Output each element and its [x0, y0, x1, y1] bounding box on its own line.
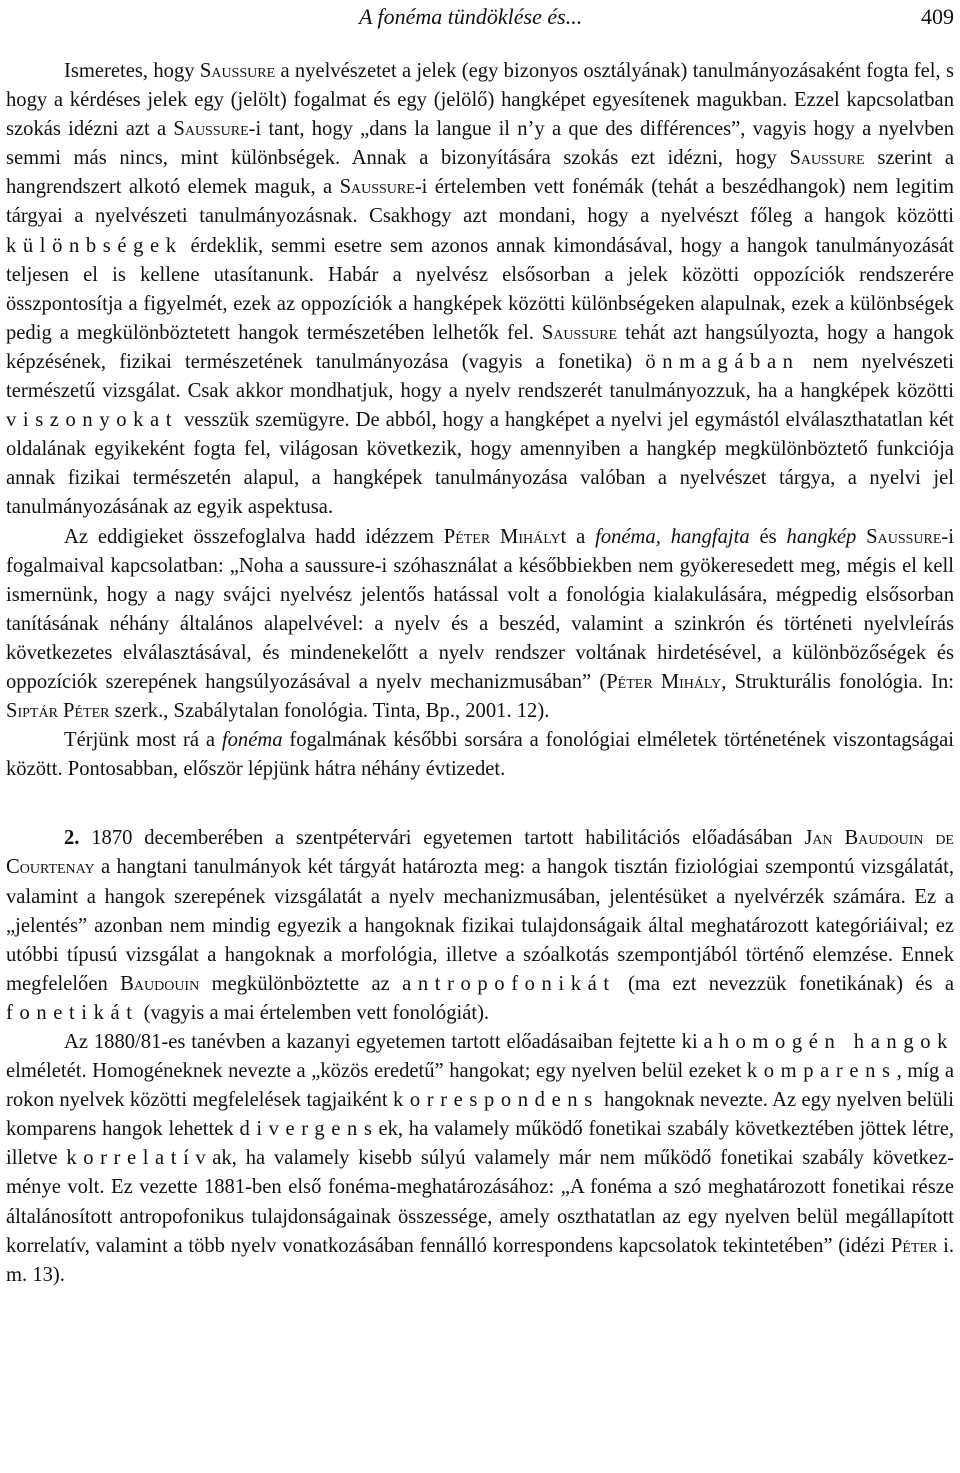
text-run: Az 1880/81-es tanévben a kazanyi egyetemen tartott előadásaiban fejtette ki a — [64, 1031, 719, 1053]
text-run: szerk., Szabálytalan fonológia. Tinta, Bp., 2001. 12). — [109, 700, 550, 723]
section-number: 2. — [64, 827, 80, 850]
text-run: és — [749, 525, 787, 548]
page-number: 409 — [921, 4, 954, 29]
text-run: i. m. 13). — [6, 1234, 954, 1286]
spaced-term: önmagában — [645, 350, 800, 373]
text-run — [856, 526, 866, 548]
paragraph-p5 — [6, 1028, 954, 1290]
text-run: -i értelemben vett fonémák (tehát a beszédhangok) nem legitim tárgyai a nyelvészeti tanulmányozásnak. Csakhogy azt mondani, hogy a nyelvészt főleg a hangok közötti — [6, 176, 954, 228]
text-run: a hangtani tanulmányok két tárgyát határozta meg: a hangok tisztán fiziológiai szempontú vizsgálatát, valamint a hangok szerepének vizsgálatát a nyelv mechanizmusában, jelentésüket a nyelvérzék számára. Ez a „jelentés” azonban nem mindig egyezik a hangoknak fizikai tulajdonságaik által meghatározott kategóriáival; ez utóbbi típusú vizsgálat a hangoknak a morfológia, illetve a szóalkotás szempontjából történő elemzése. Ennek megfelelően — [6, 856, 954, 995]
author-name: Péter Mihály — [443, 525, 561, 548]
spaced-term: fonetikát — [6, 1001, 139, 1024]
spaced-term: különbségek — [6, 234, 183, 257]
italic-term: fonéma — [221, 729, 283, 752]
spaced-term: antropofonikát — [402, 972, 616, 995]
author-name: Jan Baudouin de Courtenay — [6, 827, 954, 879]
text-run: (vagyis a mai értelemben vett fonológiát). — [138, 1001, 490, 1024]
italic-term: hangkép — [786, 525, 857, 548]
spaced-term: korrelatív — [66, 1147, 213, 1170]
text-run: 1870 decemberében a szentpétervári egyetemen tartott habilitációs előadásában — [79, 827, 805, 850]
author-name: Péter Mihály — [606, 670, 722, 693]
text-run: a nyelvészetet a jelek (egy bizonyos osztályának) tanulmányozásaként fogta fel, s hogy a kérdéses jelek egy (jelölt) fogalmat és egy (jelölő) hangképet egyesítenek magukban. Ezzel kapcsolatban szokás idézni azt a — [6, 60, 954, 141]
spaced-term: komparens — [746, 1060, 897, 1083]
spaced-term: homogén hangok — [718, 1031, 954, 1053]
paragraph-p4 — [6, 824, 954, 1028]
text-run: vesszük szemügyre. De abból, hogy a hangképet a nyelvi jel egymástól elválaszthatatlan két oldalának egyikeként fogta fel, világosan következik, hogy amennyiben a hangkép megkülönböztető funkciója annak fizikai természetén alapul, a hangképek tanulmányozása valóban a nyelvészet tárgya, a nyelvi jel tanulmányozásának az egyik aspektusa. — [6, 409, 954, 519]
author-name: Saussure — [199, 60, 276, 82]
author-name: Saussure — [173, 118, 249, 141]
paragraph-p2 — [6, 523, 954, 727]
paragraph-p1 — [6, 57, 954, 523]
author-name: Saussure — [789, 147, 865, 170]
text-run: Az eddigieket összefoglalva hadd idézzem — [64, 525, 444, 548]
author-name: Saussure — [339, 176, 415, 199]
text-run: tehát azt hangsúlyozta, hogy a hangok képzésének, fizikai természetének tanulmányozása (vagyis a fonetika) — [6, 321, 954, 373]
section-gap — [6, 784, 954, 824]
author-name: Siptár Péter — [6, 700, 110, 723]
spaced-term: divergens — [239, 1118, 379, 1141]
text-run: t a — [560, 525, 596, 548]
text-run: megkülönböztette az — [199, 972, 403, 995]
text-run: -i tant, hogy „dans la langue il n’y a que des différences”, vagyis hogy a nyelvben semmi más nincs, mint különbségek. Annak a bizonyítására szokás ezt idézni, hogy — [6, 118, 954, 170]
text-run: -i fogalmaival kapcsolatban: „Noha a saussure-i szóhasználat a későbbiekben nem gyökeresedett meg, mégis el kell ismernünk, hogy a nagy svájci nyelvész jelentős hatással volt a fonológia kialakulására, mégpedig elsősorban tanításának néhány általános alapelvével: a nyelv és a beszéd, valamint a szinkrón és történeti nyelvleírás következetes elválasztásával, és mindenekelőtt a nyelv rendszer voltának hirdetésével, a különbözőségek és oppozíciók szerepének hangsúlyozásával a nyelv mechanizmusában” ( — [6, 525, 954, 693]
text-run: ak, ha valamely kisebb súlyú valamely már nem működő fonetikai szabály következménye volt. Ez vezette 1881-ben első fonéma-meghatározásához: „A fonéma a szó meghatározott fonetikai része általánosított antropofonikus tulajdonságainak összessége, amely oszthatatlan az egy nyelven belül megállapított korrelatív, valamint a több nyelv vonatkozásában fennálló korrespondens kapcsolatok tekintetében” (idézi — [6, 1147, 954, 1257]
text-run: hangoknak nevezte. Az egy nyelven belüli komparens hangok lehettek — [6, 1089, 954, 1141]
author-name: Baudouin — [120, 972, 200, 995]
text-run: (ma ezt nevezzük fonetikának) és a — [615, 972, 954, 995]
text-run: , Strukturális fonológia. In: — [721, 670, 954, 693]
text-run: , míg a rokon nyelvek közötti megfelelések tagjaiként — [6, 1060, 955, 1112]
author-name: Péter — [890, 1234, 938, 1257]
paragraph-p3 — [6, 726, 954, 784]
text-run: érdeklik, semmi esetre sem azonos annak kimondásával, hogy a hangok tanulmányozását teljesen el is kellene utasítanunk. Habár a nyelvész elsősorban a jelek közötti oppozíciók rendszerére összpontosítja a figyelmét, ezek az oppozíciók a hangképek közötti különbségeken alapulnak, ezek a különbségek pedig a megkülönböztetett hangok természetében lelhetők fel. — [6, 234, 954, 344]
spaced-term: viszonyokat — [6, 409, 179, 432]
author-name: Saussure — [541, 321, 618, 344]
text-run: Ismeretes, hogy — [64, 60, 200, 82]
italic-term: fonéma, hangfajta — [595, 525, 750, 548]
author-name: Saussure — [866, 525, 942, 548]
text-run: elméletét. Homogéneknek nevezte a „közös eredetű” hangokat; egy nyelven belül ezeket — [6, 1060, 747, 1083]
text-run: szerint a hangrendszert alkotó elemek maguk, a — [6, 147, 954, 199]
text-run: fogalmának későbbi sorsára a fonológiai elméletek történetének viszontagságai között. Pontosabban, először lépjünk hátra néhány évtizedet. — [6, 729, 954, 781]
spaced-term: korrespondens — [393, 1089, 599, 1112]
running-head — [6, 0, 954, 40]
text-run: ek, ha valamely működő fonetikai szabály következtében jöttek létre, illetve — [6, 1118, 955, 1170]
text-run: Térjünk most rá a — [64, 729, 222, 752]
text-run: nem nyelvészeti természetű vizsgálat. Csak akkor mondhatjuk, hogy a nyelv rendszerét tanulmányozzuk, ha a hangképek közötti — [6, 350, 954, 403]
running-title: A fonéma tündöklése és... — [359, 4, 583, 29]
body-text — [6, 57, 954, 1290]
book-page — [6, 0, 954, 1290]
